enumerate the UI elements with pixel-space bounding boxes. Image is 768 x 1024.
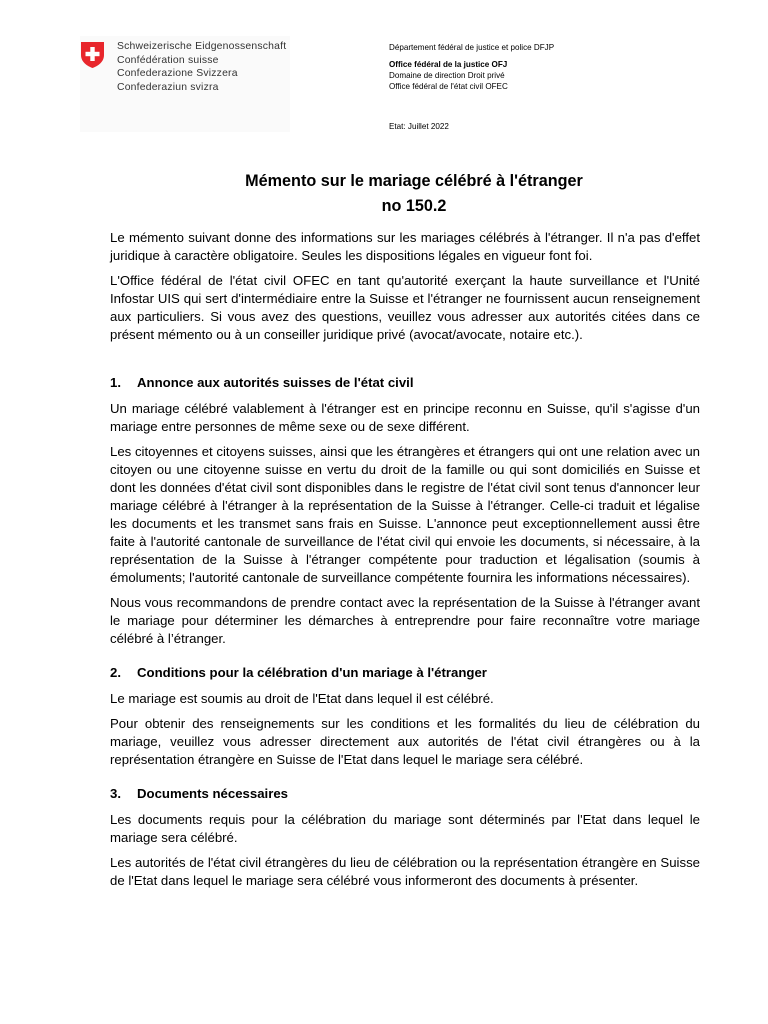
confederation-names bbox=[117, 40, 286, 94]
intro-paragraph: L'Office fédéral de l'état civil OFEC en tant qu'autorité exerçant la haute surveillance et l'Unité Infostar UIS qui sert d'intermédiaire entre la Suisse et l'étranger ne fournissent aucun renseignement aux particuliers. Si vous avez des questions, veuillez vous adresser aux autorités citées dans ce présent mémento ou à un conseiller juridique privé (avocat/avocate, notaire etc.). bbox=[110, 273, 700, 342]
document-date: Etat: Juillet 2022 bbox=[389, 122, 449, 131]
section-heading bbox=[110, 664, 700, 682]
swiss-coat-of-arms-icon bbox=[80, 41, 105, 69]
section-paragraph: Nous vous recommandons de prendre contact avec la représentation de la Suisse à l'étranger avant le mariage pour déterminer les démarches à entreprendre pour faire reconnaître votre mariage célébré à l’étranger. bbox=[110, 595, 700, 646]
confederation-name-rm: Confederaziun svizra bbox=[117, 81, 219, 93]
section-heading bbox=[110, 785, 700, 803]
section-number: 3. bbox=[110, 786, 121, 801]
section-number: 2. bbox=[110, 665, 121, 680]
title-line-2: no 150.2 bbox=[381, 197, 447, 215]
department-name: Département fédéral de justice et police DFJP bbox=[389, 43, 555, 52]
issuing-authority bbox=[389, 42, 554, 92]
section-number: 1. bbox=[110, 375, 121, 390]
intro-paragraph: Le mémento suivant donne des informations sur les mariages célébrés à l'étranger. Il n'a pas d'effet juridique à caractère obligatoire. Seules les dispositions légales en vigueur font foi. bbox=[110, 230, 700, 263]
office-name: Office fédéral de la justice OFJ bbox=[389, 60, 508, 69]
title-line-1: Mémento sur le mariage célébré à l'étranger bbox=[245, 172, 583, 190]
section-title: Annonce aux autorités suisses de l'état civil bbox=[137, 375, 414, 390]
document-body bbox=[110, 229, 700, 897]
section-title: Conditions pour la célébration d'un mariage à l'étranger bbox=[137, 665, 487, 680]
section-paragraph: Un mariage célébré valablement à l'étranger est en principe reconnu en Suisse, qu'il s'agisse d'un mariage entre personnes de même sexe ou de sexe différent. bbox=[110, 401, 700, 434]
section-paragraph: Pour obtenir des renseignements sur les conditions et les formalités du lieu de célébration du mariage, veuillez vous adresser directement aux autorités de l'état civil étrangères ou à la représentation étrangère en Suisse de l'Etat dans lequel le mariage sera célébré. bbox=[110, 716, 700, 767]
section-paragraph: Les autorités de l'état civil étrangères du lieu de célébration ou la représentation étrangère en Suisse de l'Etat dans lequel le mariage sera célébré vous informeront des documents à présenter. bbox=[110, 855, 700, 888]
confederation-name-it: Confederazione Svizzera bbox=[117, 68, 238, 79]
domain-name: Domaine de direction Droit privé bbox=[389, 71, 505, 80]
section-paragraph: Les citoyennes et citoyens suisses, ainsi que les étrangères et étrangers qui ont une relation avec un citoyen ou une citoyenne suisse en vertu du droit de la famille ou qui sont domiciliés en Suisse et dont les données d'état civil sont disponibles dans le registre de l'état civil sont tenus d'annoncer leur mariage célébré à l'étranger à la représentation de la Suisse à l'étranger. Celle-ci traduit et légalise les documents et les transmet sans frais en Suisse. L'annonce peut exceptionnellement aussi être faite à l'autorité cantonale de surveillance de l'état civil qui envoie les documents, si nécessaire, à la représentation de la Suisse à l'étranger compétente pour traduction et légalisation (soumis à émoluments; l'autorité cantonale de surveillance compétente fournira les informations nécessaires). bbox=[110, 444, 700, 585]
section-paragraph: Les documents requis pour la célébration du mariage sont déterminés par l'Etat dans lequel le mariage sera célébré. bbox=[110, 812, 700, 845]
section-paragraph: Le mariage est soumis au droit de l'Etat dans lequel il est célébré. bbox=[110, 691, 494, 706]
confederation-name-fr: Confédération suisse bbox=[117, 54, 219, 66]
document-title bbox=[110, 169, 718, 219]
civil-status-office-name: Office fédéral de l'état civil OFEC bbox=[389, 82, 508, 91]
confederation-name-de: Schweizerische Eidgenossenschaft bbox=[117, 41, 287, 52]
section-title: Documents nécessaires bbox=[137, 786, 288, 801]
section-heading bbox=[110, 374, 700, 392]
